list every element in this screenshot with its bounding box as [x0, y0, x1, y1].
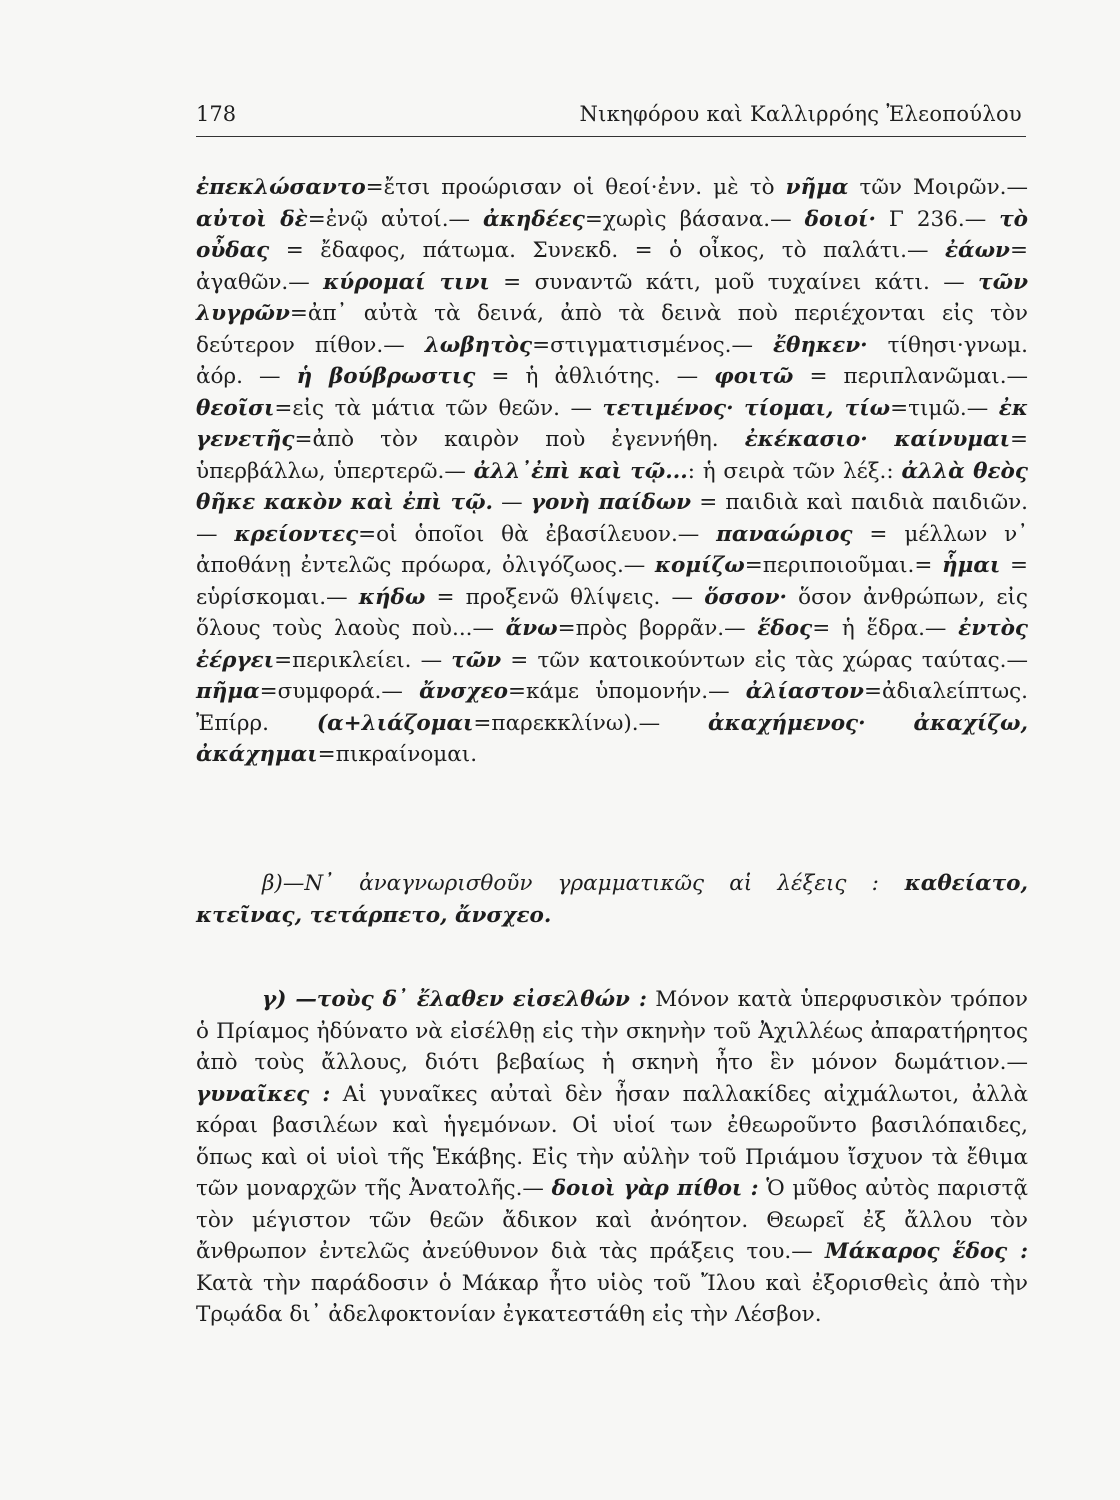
glossary-headword: κύρομαί τινι: [323, 269, 490, 295]
commentary-headword: δοιοὶ γὰρ πίθοι :: [551, 1176, 759, 1201]
glossary-definition: [866, 711, 914, 736]
glossary-definition: = ὑπερβάλλω, ὑπερτερῶ.—: [196, 427, 1028, 484]
glossary-definition: =πρὸς βορρᾶν.—: [557, 616, 758, 641]
glossary-headword: ἀκαχήμενος·: [708, 710, 866, 736]
glossary-definition: =ἀδιαλείπτως. Ἐπίρρ.: [196, 679, 1029, 736]
commentary-definition: Μόνον κατὰ ὑπερφυσικὸν τρόπον ὁ Πρίαμος ἠδύνατο νὰ εἰσέλθῃ εἰς τὴν σκηνὴν τοῦ Ἀχιλλέως ἀπαρατήρητος ἀπὸ τοὺς ἄλλους, διότι βεβαίως ἡ σκηνὴ ἦτο ἓν μόνον δωμάτιον.—: [196, 987, 1028, 1075]
glossary-definition: =κάμε ὑπομονήν.—: [507, 679, 746, 704]
commentary-headword: γ) —τοὺς δ᾽ ἔλαθεν εἰσελθών :: [262, 987, 647, 1012]
glossary-definition: =ἔτσι προώρισαν οἱ θεοί·ἐνν. μὲ τὸ: [365, 175, 786, 200]
glossary-headword: κομίζω: [654, 553, 745, 578]
glossary-headword: τῶν: [451, 647, 502, 673]
glossary-headword: ἐάων: [944, 238, 1010, 263]
glossary-definition: = μέλλων ν᾽ ἀποθάνῃ ἐντελῶς πρόωρα, ὀλιγόζωος.—: [196, 521, 1028, 578]
glossary-headword: ἄνω: [505, 616, 558, 641]
glossary-headword: ἐπεκλώσαντο: [196, 175, 366, 200]
glossary-definition: = παιδιὰ καὶ παιδιὰ παιδιῶν.—: [196, 490, 1029, 547]
glossary-definition: =τιμῶ.—: [890, 395, 999, 421]
page-number: 178: [196, 102, 237, 126]
glossary-headword: θεοῖσι: [196, 395, 275, 421]
glossary-definition: =περικλείει. —: [274, 647, 452, 673]
glossary-headword: (α+λιάζομαι: [316, 710, 474, 736]
commentary-definition: Ὁ μῦθος αὐτὸς παριστᾷ τὸν μέγιστον τῶν θεῶν ἄδικον καὶ ἀνόητον. Θεωρεῖ ἐξ ἄλλου τὸν ἄνθρωπον ἐντελῶς ἀνεύθυνον διὰ τὰς πράξεις του.—: [196, 1176, 1029, 1264]
glossary-definition: =παρεκκλίνω).—: [473, 710, 709, 736]
glossary-definition: =οἱ ὁποῖοι θὰ ἐβασίλευον.—: [358, 521, 717, 547]
glossary-headword: ἐκέκασιο· καίνυμαι: [744, 427, 1010, 452]
glossary-definition: : ἡ σειρὰ τῶν λέξ.:: [687, 458, 902, 484]
glossary-headword: νῆμα: [785, 175, 849, 200]
glossary-definition: = προξενῶ θλίψεις. —: [425, 584, 705, 610]
glossary-definition: [734, 396, 745, 421]
glossary-headword: ἐκ γενετῆς: [196, 395, 1028, 452]
glossary-definition: =ἐνῷ αὐτοί.—: [307, 206, 484, 232]
glossary-headword: ἀλίαστον: [745, 679, 864, 704]
glossary-definition: =περιποιοῦμαι.=: [744, 553, 943, 578]
glossary-definition: =ἀπὸ τὸν καιρὸν ποὺ ἐγεννήθη.: [294, 427, 745, 452]
glossary-headword: λωβητὸς: [424, 332, 533, 358]
glossary-headword: ἧμαι: [942, 553, 1001, 578]
commentary-definition: Αἱ γυναῖκες αὐταὶ δὲν ἦσαν παλλακίδες αἰχμάλωτοι, ἀλλὰ κόραι βασιλέων καὶ ἡγεμόνων. Οἱ υἱοί των ἐθεωροῦντο βασιλόπαιδες, ὅπως καὶ οἱ υἱοὶ τῆς Ἑκάβης. Εἰς τὴν αὐλὴν τοῦ Πριάμου ἴσχυον τὰ ἔθιμα τῶν μοναρχῶν τῆς Ἀνατολῆς.—: [196, 1081, 1028, 1201]
glossary-headword: ὅσσον·: [704, 584, 787, 610]
glossary-definition: =πικραίνομαι.: [317, 742, 478, 767]
glossary-headword: φοιτῶ: [714, 364, 794, 389]
section-b-paragraph: [196, 868, 1028, 931]
glossary-headword: ἕδος: [757, 616, 813, 641]
glossary-headword: ἡ βούβρωστις: [296, 364, 476, 389]
glossary-definition: =ἀπ᾽ αὐτὰ τὰ δεινά, ἀπὸ τὰ δεινὰ ποὺ περιέχονται εἰς τὸν δεύτερον πίθον.—: [196, 301, 1028, 358]
glossary-definition: =στιγματισμένος.—: [532, 332, 773, 358]
glossary-definition: Γ 236.—: [875, 206, 1000, 232]
commentary-headword: γυναῖκες :: [196, 1081, 331, 1107]
glossary-headword: παναώριος: [716, 521, 853, 547]
glossary-definition: ὅσον ἀνθρώπων, εἰς ὅλους τοὺς λαοὺς ποὺ...—: [196, 584, 1028, 641]
glossary-definition: =εἰς τὰ μάτια τῶν θεῶν. —: [274, 395, 603, 421]
glossary-definition: —: [493, 490, 531, 515]
glossary-headword: κήδω: [358, 584, 426, 610]
commentary-headword: Μάκαρος ἕδος :: [824, 1239, 1028, 1264]
commentary-definition: Κατὰ τὴν παράδοσιν ὁ Μάκαρ ἦτο υἱὸς τοῦ Ἴλου καὶ ἐξορισθεὶς ἀπὸ τὴν Τρῳάδα δι᾽ ἀδελφοκτονίαν ἐγκατεστάθη εἰς τὴν Λέσβον.: [196, 1270, 1028, 1327]
glossary-definition: = ἡ ἀθλιότης. —: [475, 364, 715, 389]
glossary-definition: = συναντῶ κάτι, μοῦ τυχαίνει κάτι. —: [489, 269, 979, 295]
glossary-definition: =χωρὶς βάσανα.—: [584, 206, 805, 232]
glossary-paragraph: [196, 172, 1028, 771]
glossary-headword: γονὴ παίδων: [530, 490, 692, 515]
glossary-headword: ἐντὸς ἐέργει: [196, 616, 1029, 673]
glossary-definition: τίθησι·γνωμ. ἀόρ. —: [196, 332, 1028, 389]
glossary-headword: κρείοντες: [234, 521, 359, 547]
glossary-definition: =συμφορά.—: [259, 679, 420, 704]
glossary-headword: ἀλλὰ θεὸς θῆκε κακὸν καὶ ἐπὶ τῷ.: [196, 458, 1028, 515]
glossary-headword: πῆμα: [196, 679, 260, 704]
running-header: [196, 96, 1026, 137]
glossary-definition: τῶν Μοιρῶν.—: [848, 175, 1028, 200]
glossary-definition: = ἔδαφος, πάτωμα. Συνεκδ. = ὁ οἶκος, τὸ παλάτι.—: [269, 238, 945, 263]
glossary-headword: ἀκαχίζω, ἀκάχημαι: [196, 710, 1028, 767]
glossary-definition: = τῶν κατοικούντων εἰς τὰς χώρας ταύτας.—: [501, 647, 1028, 673]
glossary-headword: ἔθηκεν·: [772, 332, 868, 358]
section-b-label: β)—Ν᾽ ἀναγνωρισθοῦν γραμματικῶς αἱ λέξεις :: [262, 871, 879, 896]
glossary-headword: τὸ οὖδας: [196, 206, 1028, 263]
section-b-words: καθείατο, κτεῖνας, τετάρπετο, ἄνσχεο.: [196, 871, 1028, 928]
glossary-headword: τῶν λυγρῶν: [196, 269, 1028, 326]
section-c-paragraph: [196, 984, 1028, 1331]
glossary-definition: = ἀγαθῶν.—: [196, 238, 1028, 295]
glossary-headword: ἀλλ᾽ἐπὶ καὶ τῷ...: [473, 458, 688, 484]
glossary-definition: = εὑρίσκομαι.—: [196, 553, 1028, 610]
glossary-definition: = ἡ ἕδρα.—: [812, 616, 959, 641]
glossary-headword: ἀκηδέες: [483, 206, 585, 232]
glossary-headword: τίομαι, τίω: [744, 395, 891, 421]
glossary-definition: = περιπλανῶμαι.—: [793, 364, 1029, 389]
glossary-headword: ἄνσχεο: [419, 679, 508, 704]
running-title: Νικηφόρου καὶ Καλλιρρόης Ἐλεοπούλου: [579, 102, 1022, 126]
glossary-headword: δοιοί·: [804, 206, 876, 232]
glossary-headword: τετιμένος·: [602, 395, 734, 421]
glossary-headword: αὐτοὶ δὲ: [196, 206, 308, 232]
